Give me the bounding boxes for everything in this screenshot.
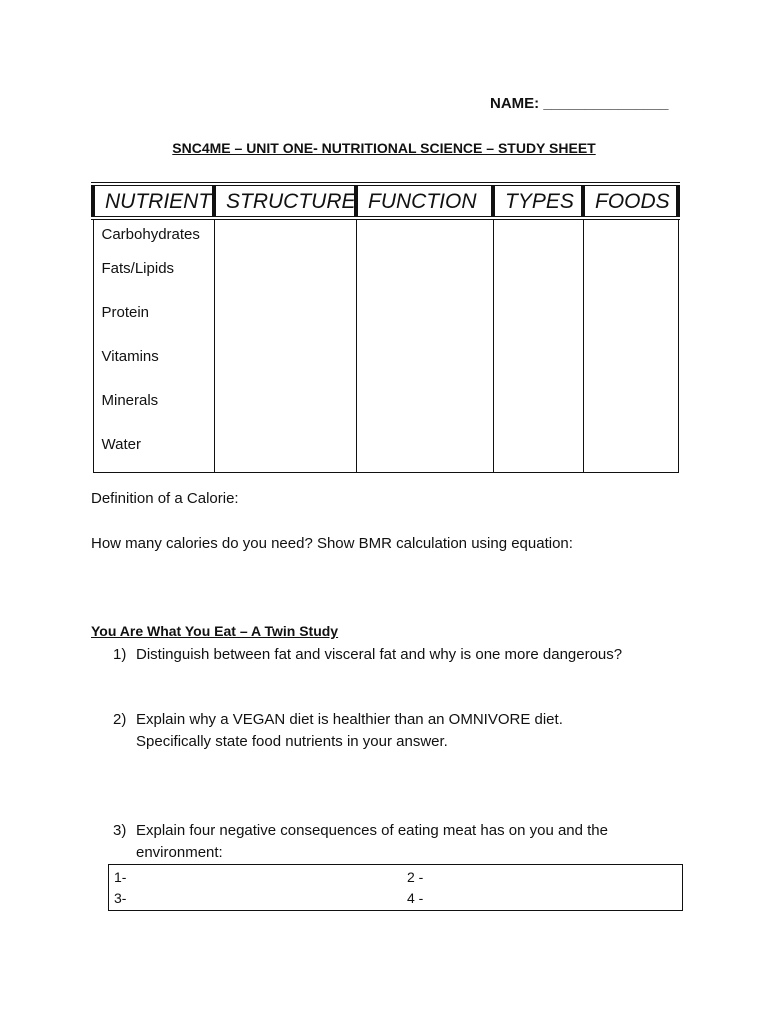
- table-row: [93, 348, 678, 392]
- answer-slot[interactable]: 1-: [114, 869, 127, 885]
- answer-cell[interactable]: [214, 304, 356, 348]
- table-row: [93, 304, 678, 348]
- question-number: 3): [113, 822, 127, 839]
- answer-cell[interactable]: [493, 218, 583, 260]
- consequences-answer-box: [108, 864, 683, 911]
- answer-cell[interactable]: [583, 436, 678, 472]
- question-text: Explain why a VEGAN diet is healthier than an OMNIVORE diet.: [136, 711, 563, 728]
- answer-cell[interactable]: [583, 304, 678, 348]
- question-text: Specifically state food nutrients in your answer.: [136, 733, 448, 750]
- nutrient-table: [91, 182, 676, 466]
- answer-cell[interactable]: [493, 260, 583, 304]
- table-row: [93, 392, 678, 436]
- nutrient-name: Carbohydrates: [93, 218, 214, 260]
- section-heading: You Are What You Eat – A Twin Study: [91, 623, 339, 639]
- calorie-definition-prompt: Definition of a Calorie:: [91, 490, 239, 507]
- column-header: FUNCTION: [356, 184, 493, 218]
- question-number: 2): [113, 711, 127, 728]
- answer-cell[interactable]: [493, 304, 583, 348]
- question-text: Explain four negative consequences of eating meat has on you and the: [136, 822, 608, 839]
- column-header: STRUCTURE: [214, 184, 356, 218]
- nutrient-name: Protein: [93, 304, 214, 348]
- table-row: [93, 260, 678, 304]
- column-header: TYPES: [493, 184, 583, 218]
- answer-cell[interactable]: [214, 348, 356, 392]
- question-2: [113, 709, 693, 755]
- answer-slot[interactable]: 2 -: [407, 869, 424, 885]
- answer-cell[interactable]: [356, 260, 493, 304]
- table-header-row: [93, 184, 678, 218]
- table-row: [93, 218, 678, 260]
- nutrient-name: Water: [93, 436, 214, 472]
- name-field-label: NAME: _______________: [490, 95, 669, 112]
- answer-cell[interactable]: [356, 218, 493, 260]
- question-text: Distinguish between fat and visceral fat and why is one more dangerous?: [136, 646, 623, 663]
- answer-slot[interactable]: 3-: [114, 890, 127, 906]
- page-title: SNC4ME – UNIT ONE- NUTRITIONAL SCIENCE – STUDY SHEET: [172, 140, 596, 156]
- nutrient-name: Vitamins: [93, 348, 214, 392]
- table-row: [93, 436, 678, 472]
- answer-cell[interactable]: [214, 392, 356, 436]
- answer-cell[interactable]: [356, 348, 493, 392]
- answer-cell[interactable]: [493, 436, 583, 472]
- answer-cell[interactable]: [583, 348, 678, 392]
- question-1: [113, 644, 693, 668]
- answer-cell[interactable]: [356, 392, 493, 436]
- question-number: 1): [113, 646, 127, 663]
- column-header: FOODS: [583, 184, 678, 218]
- answer-cell[interactable]: [356, 436, 493, 472]
- answer-cell[interactable]: [583, 392, 678, 436]
- answer-cell[interactable]: [583, 218, 678, 260]
- answer-slot[interactable]: 4 -: [407, 890, 424, 906]
- nutrient-name: Fats/Lipids: [93, 260, 214, 304]
- bmr-prompt: How many calories do you need? Show BMR calculation using equation:: [91, 535, 573, 552]
- answer-cell[interactable]: [583, 260, 678, 304]
- answer-cell[interactable]: [214, 260, 356, 304]
- answer-cell[interactable]: [214, 436, 356, 472]
- answer-cell[interactable]: [214, 218, 356, 260]
- nutrient-name: Minerals: [93, 392, 214, 436]
- question-text: environment:: [136, 844, 223, 861]
- column-header: NUTRIENT: [93, 184, 214, 218]
- answer-cell[interactable]: [356, 304, 493, 348]
- answer-cell[interactable]: [493, 348, 583, 392]
- question-3: [113, 820, 693, 866]
- answer-cell[interactable]: [493, 392, 583, 436]
